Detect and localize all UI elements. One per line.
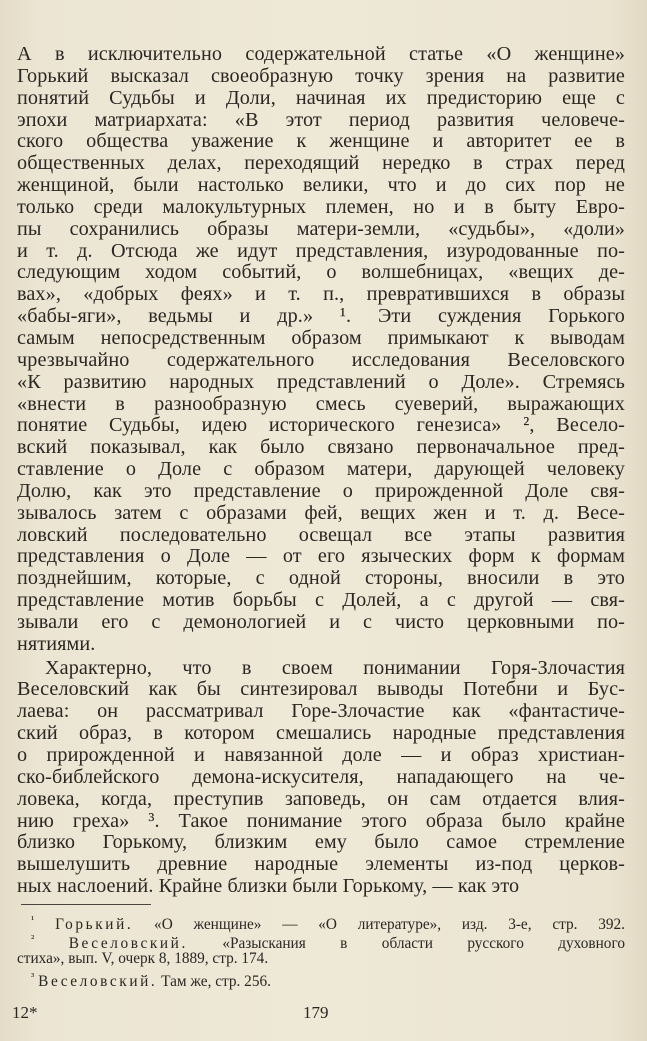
- text-line: женщиной, были настолько велики, что и до сих пор не: [17, 174, 625, 197]
- page-footer: [0, 1003, 647, 1027]
- text-line: только среди малокультурных племен, но и в быту Евро-: [17, 195, 625, 218]
- text-line: ловский последовательно освещал все этапы развития: [17, 523, 625, 546]
- page-number: 179: [303, 1003, 329, 1022]
- text-line: «бабы-яги», ведьмы и др.» ¹. Эти суждения Горького: [17, 305, 625, 328]
- text-line: представления о Доле — от его языческих форм к формам: [17, 545, 625, 568]
- text-line: Характерно, что в своем понимании Горя-Злочастия: [45, 656, 625, 679]
- text-line: общественных делах, переходящий нередко в страх перед: [17, 152, 625, 175]
- text-line: Горький высказал своеобразную точку зрения на развитие: [17, 64, 625, 87]
- text-line: ско-библейского демона-искусителя, нападающего на че-: [17, 765, 625, 788]
- text-line: ловека, когда, преступив заповедь, он сам отдается влия-: [17, 787, 625, 810]
- text-line: представление мотив борьбы с Долей, а с другой — свя-: [17, 589, 625, 612]
- text-line: ский образ, в котором смешались народные представления: [17, 722, 625, 745]
- signature-mark: 12*: [12, 1003, 38, 1022]
- text-line: «внести в разнообразную смесь суеверий, выражающих: [17, 392, 625, 415]
- text-line: позднейшим, которые, с одной стороны, вносили в это: [17, 567, 625, 590]
- text-line: вский показывал, как было связано первоначальное пред-: [17, 436, 625, 459]
- text-line: нию греха» ³. Такое понимание этого образа было крайне: [17, 809, 625, 832]
- text-line: зывали его с демонологией и с чисто церковными по-: [17, 610, 625, 633]
- text-line: ных наслоений. Крайне близки были Горькому, — как это: [17, 875, 520, 898]
- text-line: вах», «добрых феях» и т. п., превратившихся в образы: [17, 283, 625, 306]
- footnote-2: $^{^2}$ Веселовский. «Разыскания в области русского духовного: [31, 933, 625, 952]
- text-line: самым непосредственным образом примыкают к выводам: [17, 326, 625, 349]
- text-line: ставление о Доле с образом матери, дарующей человеку: [17, 458, 625, 481]
- footnote-1: $^{^1}$ Горький. «О женщине» — «О литературе», изд. 3-е, стр. 392.: [31, 914, 625, 933]
- text-line: лаева: он рассматривал Горе-Злочастие как «фантастиче-: [17, 700, 625, 723]
- text-line: «К развитию народных представлений о Доле». Стремясь: [17, 370, 625, 393]
- main-text: [17, 44, 625, 898]
- text-line: следующим ходом событий, о волшебницах, «вещих де-: [17, 261, 625, 284]
- footnote-3: $^{^3}$ Веселовский. Там же, стр. 256.: [31, 971, 271, 990]
- text-line: Веселовский как бы синтезировал выводы Потебни и Бус-: [17, 678, 625, 701]
- text-line: о прирожденной и навязанной доле — и образ христиан-: [17, 744, 625, 766]
- footnote-2-continuation: стиха», вып. V, очерк 8, 1889, стр. 174.: [17, 950, 269, 967]
- text-line: нятиями.: [17, 632, 96, 655]
- text-line: и т. д. Отсюда же идут представления, изуродованные по-: [17, 239, 625, 262]
- text-line: Долю, как это представление о прирожденной Доле свя-: [17, 479, 625, 502]
- text-line: понятий Судьбы и Доли, начиная их предисторию еще с: [17, 86, 625, 109]
- text-line: близко Горькому, близким ему было самое стремление: [17, 831, 625, 854]
- text-line: ского общества уважение к женщине и авторитет ее в: [17, 130, 625, 153]
- paragraph-2: [17, 658, 625, 898]
- text-line: эпохи матриархата: «В этот период развития человече-: [17, 108, 625, 131]
- paragraph-1: [17, 44, 625, 656]
- text-line: вышелушить древние народные элементы из-под церков-: [17, 853, 625, 876]
- footnotes: [17, 904, 625, 990]
- text-line: зывалось затем с образами фей, вещих жен и т. д. Весе-: [17, 501, 625, 524]
- text-line: чрезвычайно содержательного исследования Веселовского: [17, 348, 625, 371]
- text-line: пы сохранились образы матери-земли, «судьбы», «доли»: [17, 217, 625, 240]
- text-line: понятие Судьбы, идею исторического генезиса» ², Весело-: [17, 414, 625, 437]
- text-line: А в исключительно содержательной статье «О женщине»: [17, 43, 625, 65]
